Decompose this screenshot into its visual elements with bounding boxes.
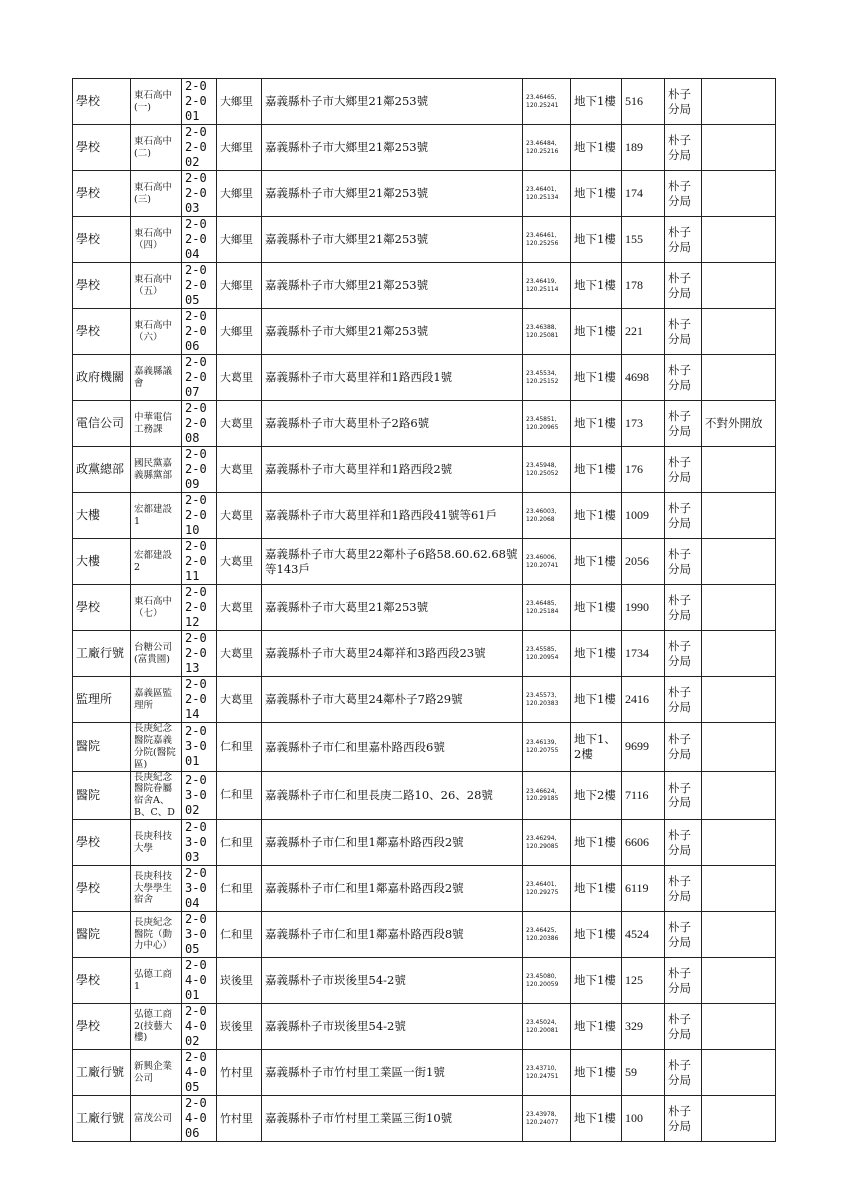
capacity-cell: 178 xyxy=(622,263,665,309)
facility-name-cell: 長庚紀念醫院（動力中心） xyxy=(131,912,182,958)
shelter-code-cell: 2-04-001 xyxy=(182,958,217,1004)
village-cell: 大葛里 xyxy=(217,585,262,631)
facility-name-cell: 國民黨嘉義縣黨部 xyxy=(131,447,182,493)
floor-cell: 地下1樓 xyxy=(571,958,622,1004)
note-cell xyxy=(702,771,776,820)
police-unit-cell: 朴子分局 xyxy=(665,1096,702,1142)
coordinates-cell: 23.45585, 120.20954 xyxy=(523,631,571,677)
capacity-cell: 174 xyxy=(622,171,665,217)
address-cell: 嘉義縣朴子市大葛里祥和1路西段41號等61戶 xyxy=(262,493,523,539)
coordinates-cell: 23.46139, 120.20755 xyxy=(523,723,571,772)
capacity-cell: 516 xyxy=(622,79,665,125)
table-row xyxy=(73,677,776,723)
note-cell xyxy=(702,263,776,309)
address-cell: 嘉義縣朴子市大葛里22鄰朴子6路58.60.62.68號等143戶 xyxy=(262,539,523,585)
village-cell: 大葛里 xyxy=(217,447,262,493)
village-cell: 大葛里 xyxy=(217,401,262,447)
coordinates-cell: 23.46461, 120.25256 xyxy=(523,217,571,263)
table-row xyxy=(73,631,776,677)
note-cell xyxy=(702,447,776,493)
facility-name-cell: 富茂公司 xyxy=(131,1096,182,1142)
shelter-code-cell: 2-04-006 xyxy=(182,1096,217,1142)
floor-cell: 地下1樓 xyxy=(571,1050,622,1096)
table-row xyxy=(73,447,776,493)
coordinates-cell: 23.46401, 120.29275 xyxy=(523,866,571,912)
shelter-code-cell: 2-02-001 xyxy=(182,79,217,125)
address-cell: 嘉義縣朴子市大葛里21鄰253號 xyxy=(262,585,523,631)
note-cell xyxy=(702,217,776,263)
address-cell: 嘉義縣朴子市大葛里祥和1路西段2號 xyxy=(262,447,523,493)
coordinates-cell: 23.45534, 120.25152 xyxy=(523,355,571,401)
floor-cell: 地下1樓 xyxy=(571,355,622,401)
coordinates-cell: 23.45573, 120.20383 xyxy=(523,677,571,723)
address-cell: 嘉義縣朴子市竹村里工業區一街1號 xyxy=(262,1050,523,1096)
capacity-cell: 2416 xyxy=(622,677,665,723)
police-unit-cell: 朴子分局 xyxy=(665,539,702,585)
shelter-table xyxy=(72,78,776,1142)
table-row xyxy=(73,171,776,217)
table-row xyxy=(73,263,776,309)
capacity-cell: 125 xyxy=(622,958,665,1004)
police-unit-cell: 朴子分局 xyxy=(665,309,702,355)
shelter-code-cell: 2-03-002 xyxy=(182,771,217,820)
coordinates-cell: 23.46401, 120.25134 xyxy=(523,171,571,217)
floor-cell: 地下1樓 xyxy=(571,677,622,723)
facility-name-cell: 中華電信工務課 xyxy=(131,401,182,447)
address-cell: 嘉義縣朴子市大葛里朴子2路6號 xyxy=(262,401,523,447)
police-unit-cell: 朴子分局 xyxy=(665,447,702,493)
village-cell: 仁和里 xyxy=(217,723,262,772)
note-cell xyxy=(702,355,776,401)
police-unit-cell: 朴子分局 xyxy=(665,217,702,263)
facility-name-cell: 東石高中（四） xyxy=(131,217,182,263)
floor-cell: 地下1樓 xyxy=(571,912,622,958)
capacity-cell: 189 xyxy=(622,125,665,171)
capacity-cell: 221 xyxy=(622,309,665,355)
address-cell: 嘉義縣朴子市大葛里祥和1路西段1號 xyxy=(262,355,523,401)
village-cell: 大葛里 xyxy=(217,677,262,723)
police-unit-cell: 朴子分局 xyxy=(665,958,702,1004)
address-cell: 嘉義縣朴子市大鄉里21鄰253號 xyxy=(262,79,523,125)
address-cell: 嘉義縣朴子市仁和里1鄰嘉朴路西段8號 xyxy=(262,912,523,958)
note-cell xyxy=(702,309,776,355)
table-row xyxy=(73,493,776,539)
address-cell: 嘉義縣朴子市大鄉里21鄰253號 xyxy=(262,263,523,309)
floor-cell: 地下1樓 xyxy=(571,125,622,171)
facility-name-cell: 東石高中(一) xyxy=(131,79,182,125)
note-cell xyxy=(702,1096,776,1142)
coordinates-cell: 23.45851, 120.20965 xyxy=(523,401,571,447)
facility-type-cell: 學校 xyxy=(73,866,131,912)
address-cell: 嘉義縣朴子市大鄉里21鄰253號 xyxy=(262,171,523,217)
facility-name-cell: 東石高中(二) xyxy=(131,125,182,171)
address-cell: 嘉義縣朴子市大鄉里21鄰253號 xyxy=(262,309,523,355)
shelter-code-cell: 2-04-005 xyxy=(182,1050,217,1096)
note-cell xyxy=(702,631,776,677)
floor-cell: 地下1樓 xyxy=(571,263,622,309)
capacity-cell: 59 xyxy=(622,1050,665,1096)
police-unit-cell: 朴子分局 xyxy=(665,125,702,171)
table-row xyxy=(73,309,776,355)
police-unit-cell: 朴子分局 xyxy=(665,820,702,866)
facility-name-cell: 宏都建設2 xyxy=(131,539,182,585)
table-row xyxy=(73,912,776,958)
police-unit-cell: 朴子分局 xyxy=(665,912,702,958)
police-unit-cell: 朴子分局 xyxy=(665,1050,702,1096)
table-row xyxy=(73,820,776,866)
table-row xyxy=(73,585,776,631)
police-unit-cell: 朴子分局 xyxy=(665,1004,702,1050)
note-cell xyxy=(702,958,776,1004)
village-cell: 竹村里 xyxy=(217,1096,262,1142)
capacity-cell: 6119 xyxy=(622,866,665,912)
floor-cell: 地下1樓 xyxy=(571,1096,622,1142)
shelter-code-cell: 2-02-007 xyxy=(182,355,217,401)
village-cell: 仁和里 xyxy=(217,771,262,820)
facility-type-cell: 政黨總部 xyxy=(73,447,131,493)
facility-name-cell: 長庚紀念醫院嘉義分院(醫院區) xyxy=(131,723,182,772)
facility-type-cell: 學校 xyxy=(73,1004,131,1050)
facility-type-cell: 工廠行號 xyxy=(73,1050,131,1096)
note-cell xyxy=(702,585,776,631)
facility-name-cell: 長庚紀念醫院眷屬宿舍A、B、C、D xyxy=(131,771,182,820)
facility-type-cell: 工廠行號 xyxy=(73,631,131,677)
police-unit-cell: 朴子分局 xyxy=(665,79,702,125)
facility-type-cell: 學校 xyxy=(73,171,131,217)
facility-type-cell: 醫院 xyxy=(73,723,131,772)
address-cell: 嘉義縣朴子市崁後里54-2號 xyxy=(262,1004,523,1050)
note-cell xyxy=(702,912,776,958)
facility-type-cell: 學校 xyxy=(73,585,131,631)
capacity-cell: 100 xyxy=(622,1096,665,1142)
police-unit-cell: 朴子分局 xyxy=(665,171,702,217)
coordinates-cell: 23.46484, 120.25216 xyxy=(523,125,571,171)
floor-cell: 地下1樓 xyxy=(571,309,622,355)
police-unit-cell: 朴子分局 xyxy=(665,585,702,631)
coordinates-cell: 23.45080, 120.20059 xyxy=(523,958,571,1004)
village-cell: 大葛里 xyxy=(217,355,262,401)
table-row xyxy=(73,125,776,171)
floor-cell: 地下1樓 xyxy=(571,171,622,217)
village-cell: 竹村里 xyxy=(217,1050,262,1096)
shelter-code-cell: 2-02-010 xyxy=(182,493,217,539)
note-cell xyxy=(702,677,776,723)
facility-type-cell: 學校 xyxy=(73,263,131,309)
village-cell: 大葛里 xyxy=(217,631,262,677)
table-row xyxy=(73,79,776,125)
village-cell: 大鄉里 xyxy=(217,125,262,171)
coordinates-cell: 23.46388, 120.25081 xyxy=(523,309,571,355)
coordinates-cell: 23.45948, 120.25052 xyxy=(523,447,571,493)
shelter-code-cell: 2-04-002 xyxy=(182,1004,217,1050)
capacity-cell: 173 xyxy=(622,401,665,447)
note-cell xyxy=(702,79,776,125)
facility-name-cell: 宏都建設1 xyxy=(131,493,182,539)
facility-type-cell: 大樓 xyxy=(73,493,131,539)
coordinates-cell: 23.46006, 120.20741 xyxy=(523,539,571,585)
table-row xyxy=(73,866,776,912)
capacity-cell: 6606 xyxy=(622,820,665,866)
table-body xyxy=(73,79,776,1142)
shelter-code-cell: 2-03-005 xyxy=(182,912,217,958)
shelter-code-cell: 2-02-002 xyxy=(182,125,217,171)
facility-type-cell: 監理所 xyxy=(73,677,131,723)
facility-type-cell: 學校 xyxy=(73,79,131,125)
note-cell xyxy=(702,493,776,539)
village-cell: 大鄉里 xyxy=(217,79,262,125)
facility-name-cell: 長庚科技大學學生宿舍 xyxy=(131,866,182,912)
shelter-code-cell: 2-02-004 xyxy=(182,217,217,263)
village-cell: 大鄉里 xyxy=(217,171,262,217)
police-unit-cell: 朴子分局 xyxy=(665,677,702,723)
floor-cell: 地下1樓 xyxy=(571,217,622,263)
facility-name-cell: 東石高中（五） xyxy=(131,263,182,309)
coordinates-cell: 23.46003, 120.2068 xyxy=(523,493,571,539)
capacity-cell: 176 xyxy=(622,447,665,493)
police-unit-cell: 朴子分局 xyxy=(665,723,702,772)
police-unit-cell: 朴子分局 xyxy=(665,401,702,447)
village-cell: 仁和里 xyxy=(217,866,262,912)
village-cell: 大葛里 xyxy=(217,539,262,585)
note-cell xyxy=(702,723,776,772)
shelter-code-cell: 2-03-003 xyxy=(182,820,217,866)
note-cell xyxy=(702,820,776,866)
coordinates-cell: 23.46419, 120.25114 xyxy=(523,263,571,309)
coordinates-cell: 23.46465, 120.25241 xyxy=(523,79,571,125)
shelter-code-cell: 2-02-005 xyxy=(182,263,217,309)
facility-type-cell: 學校 xyxy=(73,125,131,171)
note-cell xyxy=(702,1004,776,1050)
village-cell: 仁和里 xyxy=(217,820,262,866)
table-row xyxy=(73,1004,776,1050)
coordinates-cell: 23.46294, 120.29085 xyxy=(523,820,571,866)
coordinates-cell: 23.46425, 120.20386 xyxy=(523,912,571,958)
capacity-cell: 4698 xyxy=(622,355,665,401)
shelter-code-cell: 2-02-009 xyxy=(182,447,217,493)
floor-cell: 地下1樓 xyxy=(571,493,622,539)
floor-cell: 地下1、2樓 xyxy=(571,723,622,772)
facility-type-cell: 學校 xyxy=(73,820,131,866)
coordinates-cell: 23.43978, 120.24077 xyxy=(523,1096,571,1142)
capacity-cell: 155 xyxy=(622,217,665,263)
table-row xyxy=(73,771,776,820)
coordinates-cell: 23.43710, 120.24751 xyxy=(523,1050,571,1096)
address-cell: 嘉義縣朴子市仁和里1鄰嘉朴路西段2號 xyxy=(262,820,523,866)
capacity-cell: 1734 xyxy=(622,631,665,677)
address-cell: 嘉義縣朴子市大葛里24鄰朴子7路29號 xyxy=(262,677,523,723)
shelter-code-cell: 2-03-004 xyxy=(182,866,217,912)
capacity-cell: 1009 xyxy=(622,493,665,539)
shelter-code-cell: 2-02-013 xyxy=(182,631,217,677)
capacity-cell: 1990 xyxy=(622,585,665,631)
floor-cell: 地下1樓 xyxy=(571,401,622,447)
table-row xyxy=(73,355,776,401)
facility-type-cell: 大樓 xyxy=(73,539,131,585)
table-row xyxy=(73,1050,776,1096)
police-unit-cell: 朴子分局 xyxy=(665,355,702,401)
shelter-code-cell: 2-02-014 xyxy=(182,677,217,723)
facility-name-cell: 嘉義縣議會 xyxy=(131,355,182,401)
facility-type-cell: 醫院 xyxy=(73,771,131,820)
note-cell xyxy=(702,171,776,217)
village-cell: 崁後里 xyxy=(217,958,262,1004)
facility-name-cell: 台糖公司(富貴園) xyxy=(131,631,182,677)
capacity-cell: 2056 xyxy=(622,539,665,585)
shelter-code-cell: 2-03-001 xyxy=(182,723,217,772)
police-unit-cell: 朴子分局 xyxy=(665,866,702,912)
address-cell: 嘉義縣朴子市仁和里1鄰嘉朴路西段2號 xyxy=(262,866,523,912)
address-cell: 嘉義縣朴子市仁和里長庚二路10、26、28號 xyxy=(262,771,523,820)
facility-name-cell: 弘德工商2(技藝大樓) xyxy=(131,1004,182,1050)
police-unit-cell: 朴子分局 xyxy=(665,631,702,677)
note-cell xyxy=(702,1050,776,1096)
shelter-code-cell: 2-02-006 xyxy=(182,309,217,355)
facility-type-cell: 醫院 xyxy=(73,912,131,958)
table-row xyxy=(73,958,776,1004)
floor-cell: 地下1樓 xyxy=(571,447,622,493)
facility-type-cell: 學校 xyxy=(73,309,131,355)
address-cell: 嘉義縣朴子市大鄉里21鄰253號 xyxy=(262,217,523,263)
address-cell: 嘉義縣朴子市大鄉里21鄰253號 xyxy=(262,125,523,171)
facility-type-cell: 電信公司 xyxy=(73,401,131,447)
shelter-code-cell: 2-02-008 xyxy=(182,401,217,447)
village-cell: 大鄉里 xyxy=(217,309,262,355)
shelter-code-cell: 2-02-003 xyxy=(182,171,217,217)
table-row xyxy=(73,1096,776,1142)
coordinates-cell: 23.46485, 120.25184 xyxy=(523,585,571,631)
shelter-code-cell: 2-02-011 xyxy=(182,539,217,585)
village-cell: 仁和里 xyxy=(217,912,262,958)
floor-cell: 地下1樓 xyxy=(571,585,622,631)
floor-cell: 地下1樓 xyxy=(571,1004,622,1050)
village-cell: 大鄉里 xyxy=(217,263,262,309)
facility-name-cell: 弘德工商1 xyxy=(131,958,182,1004)
police-unit-cell: 朴子分局 xyxy=(665,493,702,539)
police-unit-cell: 朴子分局 xyxy=(665,771,702,820)
facility-name-cell: 嘉義區監理所 xyxy=(131,677,182,723)
address-cell: 嘉義縣朴子市竹村里工業區三街10號 xyxy=(262,1096,523,1142)
facility-name-cell: 東石高中（七） xyxy=(131,585,182,631)
table-row xyxy=(73,723,776,772)
table-row xyxy=(73,401,776,447)
floor-cell: 地下1樓 xyxy=(571,539,622,585)
capacity-cell: 7116 xyxy=(622,771,665,820)
address-cell: 嘉義縣朴子市崁後里54-2號 xyxy=(262,958,523,1004)
address-cell: 嘉義縣朴子市仁和里嘉朴路西段6號 xyxy=(262,723,523,772)
floor-cell: 地下2樓 xyxy=(571,771,622,820)
village-cell: 崁後里 xyxy=(217,1004,262,1050)
note-cell xyxy=(702,539,776,585)
capacity-cell: 9699 xyxy=(622,723,665,772)
facility-type-cell: 學校 xyxy=(73,217,131,263)
note-cell xyxy=(702,866,776,912)
facility-name-cell: 新興企業公司 xyxy=(131,1050,182,1096)
coordinates-cell: 23.45024, 120.20081 xyxy=(523,1004,571,1050)
facility-name-cell: 長庚科技大學 xyxy=(131,820,182,866)
floor-cell: 地下1樓 xyxy=(571,631,622,677)
village-cell: 大葛里 xyxy=(217,493,262,539)
police-unit-cell: 朴子分局 xyxy=(665,263,702,309)
shelter-code-cell: 2-02-012 xyxy=(182,585,217,631)
note-cell: 不對外開放 xyxy=(702,401,776,447)
coordinates-cell: 23.46624, 120.29185 xyxy=(523,771,571,820)
facility-name-cell: 東石高中（六） xyxy=(131,309,182,355)
capacity-cell: 329 xyxy=(622,1004,665,1050)
table-row xyxy=(73,217,776,263)
facility-name-cell: 東石高中(三) xyxy=(131,171,182,217)
address-cell: 嘉義縣朴子市大葛里24鄰祥和3路西段23號 xyxy=(262,631,523,677)
village-cell: 大鄉里 xyxy=(217,217,262,263)
facility-type-cell: 工廠行號 xyxy=(73,1096,131,1142)
floor-cell: 地下1樓 xyxy=(571,820,622,866)
floor-cell: 地下1樓 xyxy=(571,79,622,125)
note-cell xyxy=(702,125,776,171)
floor-cell: 地下1樓 xyxy=(571,866,622,912)
facility-type-cell: 學校 xyxy=(73,958,131,1004)
capacity-cell: 4524 xyxy=(622,912,665,958)
table-row xyxy=(73,539,776,585)
facility-type-cell: 政府機關 xyxy=(73,355,131,401)
